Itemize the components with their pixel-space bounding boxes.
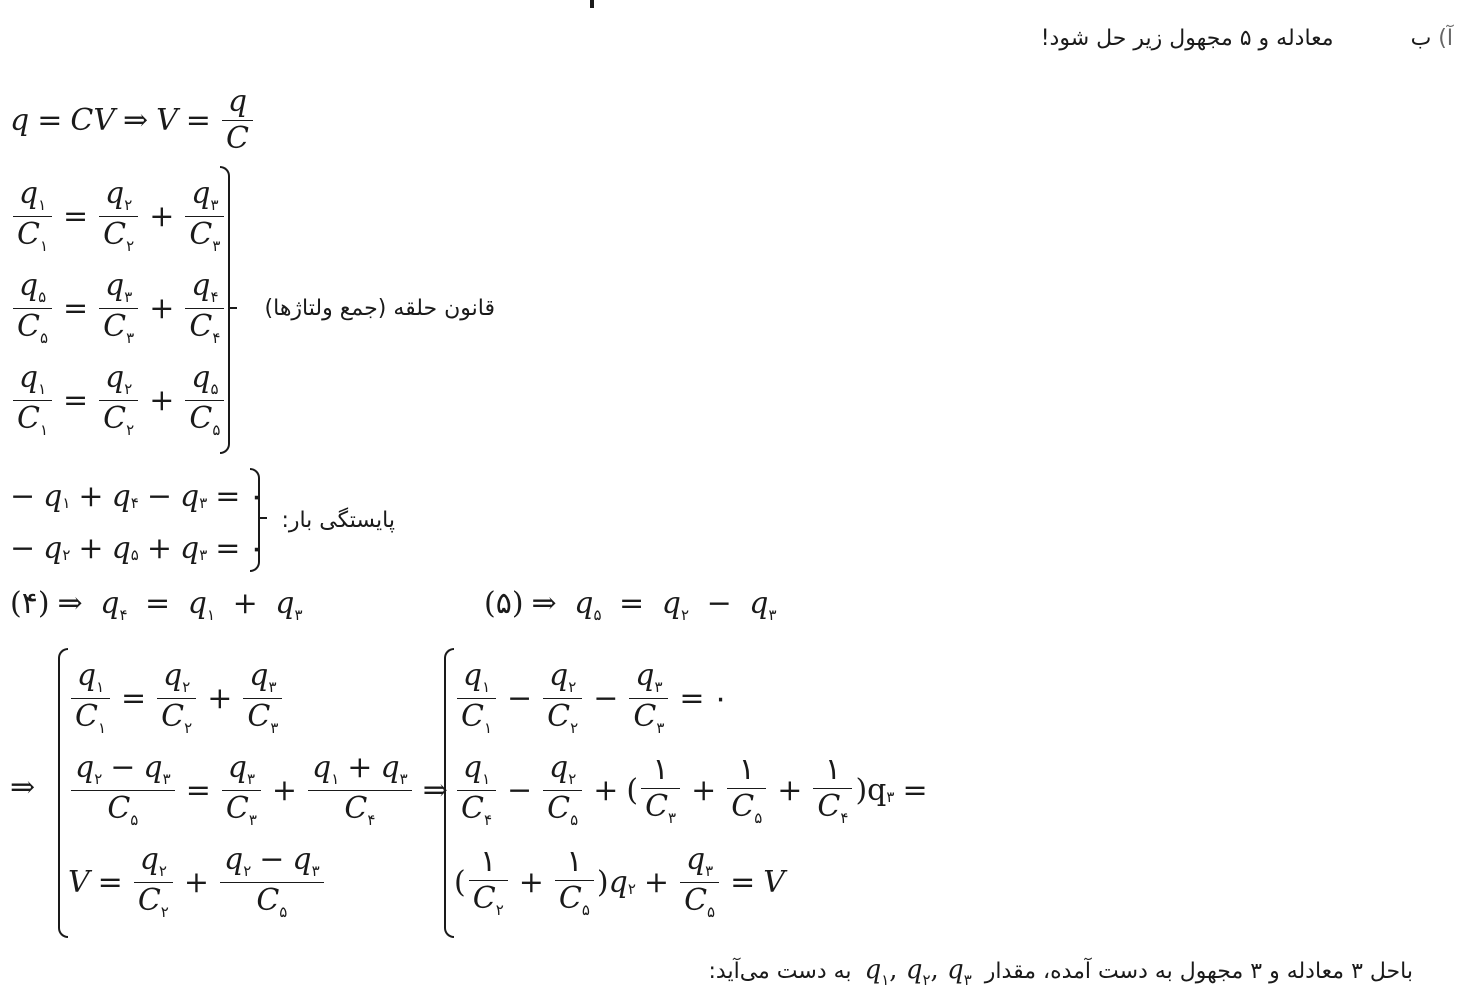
left-system xyxy=(68,652,456,928)
header-text: معادله و ۵ مجهول زیر حل شود! xyxy=(1040,26,1334,51)
top-edge-mark xyxy=(590,0,594,8)
charge-conservation-equations xyxy=(10,470,265,574)
header-line xyxy=(1041,26,1453,51)
right-eq-1: $\frac{q_۱}{C_۱}$ − $\frac{q_۲}{C_۲}$ − $\frac{q_۳}{C_۳}$ = ۰ xyxy=(454,652,936,744)
charge-eq-2: − q ۲ + q ۵ + q ۳ = ۰ xyxy=(10,530,265,566)
right-system-brace xyxy=(444,648,454,938)
loop-eq-3: $\frac{q_۱}{C_۱}$ = $\frac{q_۲}{C_۲}$ + $\frac{q_۵}{C_۵}$ xyxy=(10,354,227,446)
loop-eq-1: $\frac{q_۱}{C_۱}$ = $\frac{q_۲}{C_۲}$ + $\frac{q_۳}{C_۳}$ xyxy=(10,170,227,262)
left-system-brace xyxy=(58,648,68,938)
loop-eq-2: $\frac{q_۵}{C_۵}$ = $\frac{q_۳}{C_۳}$ + $\frac{q_۴}{C_۴}$ xyxy=(10,262,227,354)
loop-law-brace xyxy=(220,166,230,454)
right-eq-2: $\frac{q_۱}{C_۴}$ − $\frac{q_۲}{C_۵}$ + ( $\frac{۱}{C_۳}$ + $\frac{۱}{C_۵}$ + $\frac{۱}{C_۴}$ ) q ۳ = xyxy=(454,744,936,836)
result-eq-4: (۴) ⇒ $q_۴ = q_۱ + q_۳$ xyxy=(10,586,303,624)
implies-arrow-left: ⇒ xyxy=(10,770,36,805)
loop-law-label: قانون حلقه (جمع ولتاژها) xyxy=(264,296,495,321)
right-system xyxy=(454,652,936,928)
footer-text-a: باحل ۳ معادله و ۳ مجهول به دست آمده، مقدار xyxy=(984,959,1413,984)
footer-variables: $q_۱$, $q_۲$, $q_۳$ xyxy=(864,955,972,989)
left-eq-2: $\frac{q_۲ - q_۳}{C_۵}$ = $\frac{q_۳}{C_۳}$ + $\frac{q_۱ + q_۳}{C_۴}$ ⇒ xyxy=(68,744,456,836)
charge-brace xyxy=(250,468,260,572)
part-letter: ب xyxy=(1410,26,1432,51)
equation-q-cv: q = CV ⇒ V = $\frac{q}{C}$ xyxy=(10,84,256,156)
footer-line xyxy=(708,955,1414,989)
right-eq-3: ( $\frac{۱}{C_۲}$ + $\frac{۱}{C_۵}$ ) q ۲ + $\frac{q_۳}{C_۵}$ = V xyxy=(454,841,785,921)
footer-text-b: به دست می‌آید: xyxy=(708,959,852,984)
result-eq-5: (۵) ⇒ $q_۵ = q_۲ - q_۳$ xyxy=(484,586,777,624)
left-eq-3: V = $\frac{q_۲}{C_۲}$ + $\frac{q_۲ - q_۳}{C_۵}$ xyxy=(68,836,456,928)
charge-label: پایستگی بار: xyxy=(281,508,395,533)
loop-law-equations xyxy=(10,170,227,446)
part-label: آ) xyxy=(1438,26,1453,51)
left-eq-1: $\frac{q_۱}{C_۱}$ = $\frac{q_۲}{C_۲}$ + $\frac{q_۳}{C_۳}$ xyxy=(68,652,456,744)
charge-eq-1: − q ۱ + q ۴ − q ۳ = ۰ xyxy=(10,478,265,514)
